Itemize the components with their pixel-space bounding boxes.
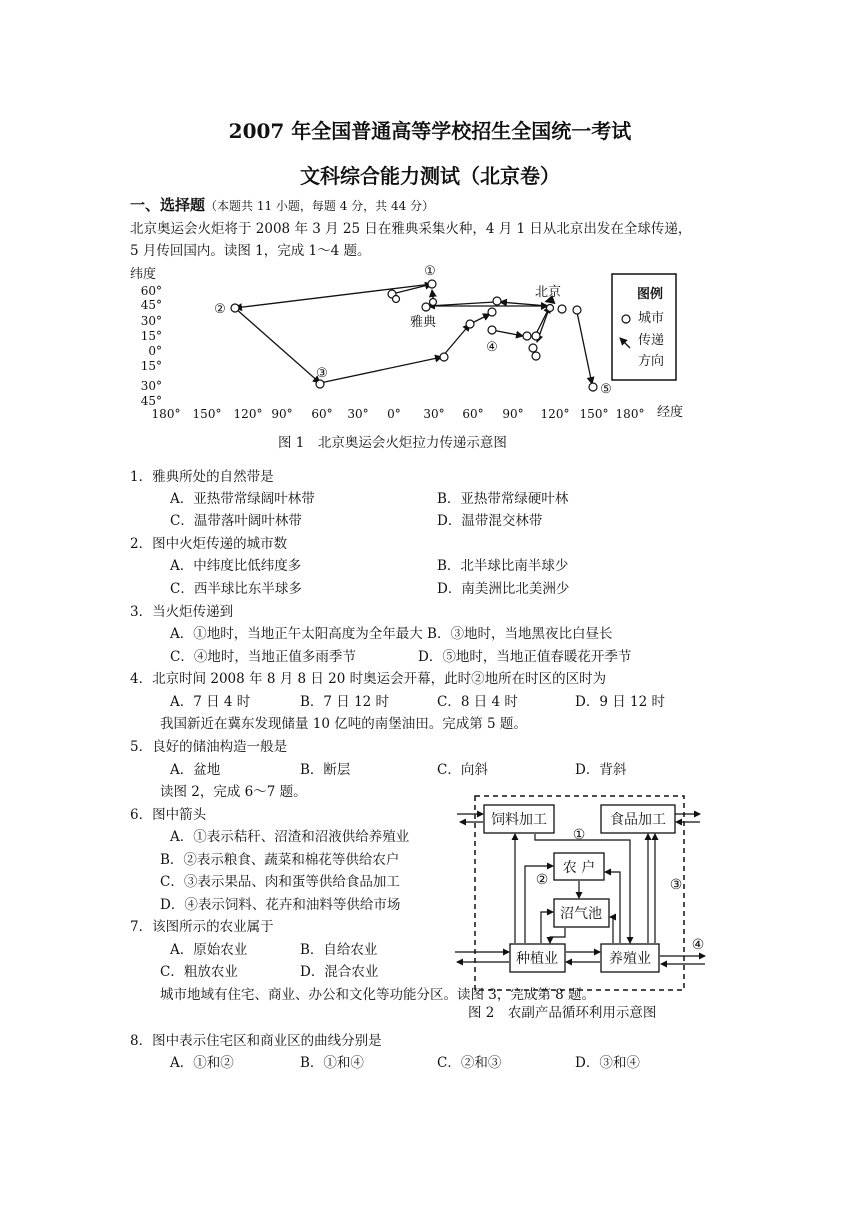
x-tick: 60° xyxy=(462,407,484,421)
intro-line-1: 北京奥运会火炬将于 2008 年 3 月 25 日在雅典采集火种，4 月 1 日从北京出发在全球传递， xyxy=(130,221,692,237)
x-tick: 120° xyxy=(233,407,263,421)
q8-option-d: D．③和④ xyxy=(575,1055,640,1071)
x-tick: 150° xyxy=(192,407,222,421)
beijing-label: 北京 xyxy=(535,285,562,300)
y-tick: 30° xyxy=(140,379,162,393)
diagram-arrow xyxy=(610,917,613,943)
marker-3: ③ xyxy=(316,366,328,381)
city-point xyxy=(488,308,496,316)
city-point xyxy=(393,296,400,303)
q7-option-b: B．自给农业 xyxy=(300,942,378,958)
y-tick: 45° xyxy=(140,394,162,408)
route-arrow xyxy=(432,290,433,298)
y-tick: 45° xyxy=(140,298,162,312)
city-point xyxy=(523,332,531,340)
x-tick: 60° xyxy=(311,407,333,421)
legend-city-icon xyxy=(622,315,630,323)
marker-4: ④ xyxy=(486,340,498,355)
biogas-label: 沼气池 xyxy=(560,906,602,922)
q3-stem: 3．当火炬传递到 xyxy=(130,604,234,620)
exam-title: 2007 年全国普通高等学校招生全国统一考试 xyxy=(228,119,632,143)
legend xyxy=(612,274,676,380)
exam-subtitle: 文科综合能力测试（北京卷） xyxy=(300,164,560,188)
breeding-label: 养殖业 xyxy=(609,951,651,967)
x-tick: 150° xyxy=(579,407,609,421)
diagram-marker-4: ④ xyxy=(691,937,705,953)
planting-label: 种植业 xyxy=(516,951,558,967)
intro-5: 我国新近在冀东发现储量 10 亿吨的南堡油田。完成第 5 题。 xyxy=(160,716,527,732)
section-note: （本题共 11 小题，每题 4 分，共 44 分） xyxy=(205,199,435,213)
q6-option-d: D．④表示饲料、花卉和油料等供给市场 xyxy=(160,897,401,913)
legend-city: 城市 xyxy=(638,311,665,326)
x-tick: 0° xyxy=(387,407,401,421)
legend-route-2: 方向 xyxy=(638,354,665,369)
city-point xyxy=(493,297,501,305)
q5-stem: 5．良好的储油构造一般是 xyxy=(130,739,288,755)
q7-option-a: A．原始农业 xyxy=(170,942,248,958)
y-tick: 60° xyxy=(140,284,162,298)
feed-label: 饲料加工 xyxy=(491,812,547,828)
q5-option-a: A．盆地 xyxy=(170,762,221,778)
q5-option-d: D．背斜 xyxy=(575,762,627,778)
city-point xyxy=(430,299,437,306)
q2-option-b: B．北半球比南半球少 xyxy=(437,558,569,574)
q8-option-a: A．①和② xyxy=(170,1055,234,1071)
route-arrow xyxy=(392,284,432,294)
route-arrow xyxy=(492,330,523,336)
figure-1-caption: 图 1 北京奥运会火炬拉力传递示意图 xyxy=(278,435,507,451)
figure-2-recycling-diagram xyxy=(455,792,715,1002)
diagram-marker-1: ① xyxy=(572,827,586,843)
q2-option-a: A．中纬度比低纬度多 xyxy=(170,558,302,574)
city-point xyxy=(422,303,430,311)
q8-option-c: C．②和③ xyxy=(437,1055,502,1071)
q1-stem: 1．雅典所处的自然带是 xyxy=(130,469,274,485)
route-arrow xyxy=(442,324,470,357)
city-point xyxy=(488,326,496,334)
q2-option-d: D．南美洲比北美洲少 xyxy=(437,581,570,597)
x-tick: 90° xyxy=(271,407,293,421)
figure-2-caption: 图 2 农副产品循环利用示意图 xyxy=(468,1005,657,1021)
x-tick: 120° xyxy=(540,407,570,421)
y-axis-label: 纬度 xyxy=(130,267,157,282)
route-arrow xyxy=(235,308,320,383)
q8-option-b: B．①和④ xyxy=(300,1055,364,1071)
section-heading xyxy=(130,194,434,215)
city-point xyxy=(466,320,474,328)
city-point xyxy=(589,383,597,391)
city-point xyxy=(547,305,554,312)
map-labels xyxy=(214,264,612,397)
q2-stem: 2．图中火炬传递的城市数 xyxy=(130,536,288,552)
diagram-marker-3: ③ xyxy=(669,877,683,893)
section-title: 一、选择题 xyxy=(130,196,206,214)
y-tick: 30° xyxy=(140,314,162,328)
q4-option-c: C．8 日 4 时 xyxy=(437,694,518,710)
q4-option-b: B．7 日 12 时 xyxy=(300,694,390,710)
diagram-marker-2: ② xyxy=(535,872,549,888)
q6-stem: 6．图中箭头 xyxy=(130,807,207,823)
intro-6: 读图 2，完成 6～7 题。 xyxy=(160,784,307,800)
q6-option-a: A．①表示秸秆、沼渣和沼液供给养殖业 xyxy=(170,829,410,845)
route-arrow xyxy=(577,312,592,384)
q1-option-d: D．温带混交林带 xyxy=(437,513,543,529)
city-point xyxy=(231,304,239,312)
x-tick: 90° xyxy=(502,407,524,421)
y-tick: 15° xyxy=(140,359,162,373)
city-point xyxy=(316,380,324,388)
city-point xyxy=(573,306,581,314)
route-arrow xyxy=(235,284,432,308)
athens-label: 雅典 xyxy=(410,315,437,330)
q4-option-d: D．9 日 12 时 xyxy=(575,694,665,710)
q5-option-b: B．断层 xyxy=(300,762,351,778)
food-label: 食品加工 xyxy=(610,812,666,828)
x-ticks xyxy=(152,407,645,421)
x-tick: 30° xyxy=(423,407,445,421)
q2-option-c: C．西半球比东半球多 xyxy=(170,581,302,597)
intro-line-2: 5 月传回国内。读图 1，完成 1～4 题。 xyxy=(130,243,371,259)
y-tick: 15° xyxy=(140,329,162,343)
legend-title: 图例 xyxy=(637,287,664,302)
legend-route-1: 传递 xyxy=(638,333,665,348)
q7-option-d: D．混合农业 xyxy=(300,964,379,980)
q7-stem: 7．该图所示的农业属于 xyxy=(130,919,274,935)
q3-option-ab: A．①地时，当地正午太阳高度为全年最大 B．③地时，当地黑夜比白昼长 xyxy=(170,626,613,642)
q8-stem: 8．图中表示住宅区和商业区的曲线分别是 xyxy=(130,1033,382,1049)
city-point xyxy=(440,353,448,361)
route-arrow xyxy=(320,357,442,383)
city-point xyxy=(532,332,540,340)
q5-option-c: C．向斜 xyxy=(437,762,488,778)
x-tick: 30° xyxy=(347,407,369,421)
marker-1: ① xyxy=(424,264,436,279)
q1-option-c: C．温带落叶阔叶林带 xyxy=(170,513,302,529)
y-ticks xyxy=(141,284,162,408)
marker-5: ⑤ xyxy=(600,382,612,397)
q3-option-d: D．⑤地时，当地正值春暖花开季节 xyxy=(418,649,632,665)
marker-2: ② xyxy=(214,302,226,317)
figure-1-torch-route-map xyxy=(130,262,710,454)
q6-option-b: B．②表示粮食、蔬菜和棉花等供给农户 xyxy=(160,852,400,868)
q4-stem: 4．北京时间 2008 年 8 月 8 日 20 时奥运会开幕，此时②地所在时区的区时为 xyxy=(130,671,607,687)
city-point xyxy=(532,352,540,360)
q1-option-b: B．亚热带常绿硬叶林 xyxy=(437,491,569,507)
intro-8: 城市地域有住宅、商业、办公和文化等功能分区。读图 3，完成第 8 题。 xyxy=(160,987,596,1003)
x-tick: 180° xyxy=(615,407,645,421)
q7-option-c: C．粗放农业 xyxy=(160,964,238,980)
q3-option-c: C．④地时，当地正值多雨季节 xyxy=(170,649,356,665)
farmer-label: 农 户 xyxy=(562,860,596,876)
diagram-arrow xyxy=(550,928,565,943)
q4-option-a: A．7 日 4 时 xyxy=(170,694,251,710)
city-point xyxy=(558,305,566,313)
city-point xyxy=(529,344,537,352)
diagram-arrow xyxy=(541,912,553,943)
x-axis-label: 经度 xyxy=(657,405,684,420)
city-point xyxy=(428,280,436,288)
y-tick: 0° xyxy=(148,344,162,358)
q1-option-a: A．亚热带常绿阔叶林带 xyxy=(170,491,315,507)
x-tick: 180° xyxy=(151,407,181,421)
q6-option-c: C．③表示果品、肉和蛋等供给食品加工 xyxy=(160,874,400,890)
